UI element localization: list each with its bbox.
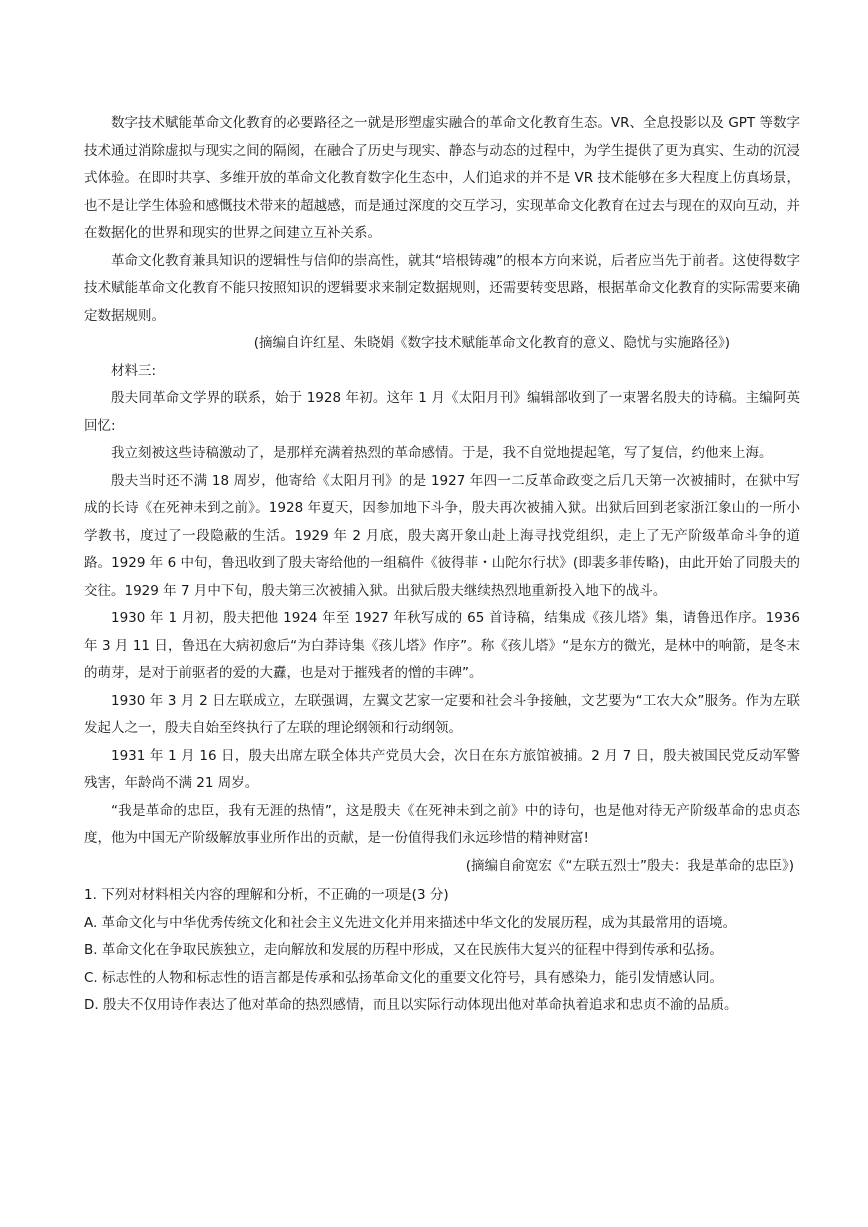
question-stem: 1. 下列对材料相关内容的理解和分析，不正确的一项是(3 分) <box>84 887 449 903</box>
paragraph: 1930 年 3 月 2 日左联成立，左联强调，左翼文艺家一定要和社会斗争接触，文艺要为“工农大众”服务。作为左联发起人之一，殷夫自始至终执行了左联的理论纲领和行动纲领。 <box>84 692 800 736</box>
paragraph: 数字技术赋能革命文化教育的必要路径之一就是形塑虚实融合的革命文化教育生态。VR、全息投影以及 GPT 等数字技术通过消除虚拟与现实之间的隔阂，在融合了历史与现实、静态与动态的过程中，为学生提供了更为真实、生动的沉浸式体验。在即时共享、多维开放的革命文化教育数字化生态中，人们追求的并不是 VR 技术能够在多大程度上仿真场景，也不是让学生体验和感慨技术带来的超越感，而是通过深度的交互学习，实现革命文化教育在过去与现在的双向互动，并在数据化的世界和现实的世界之间建立互补关系。 <box>84 115 800 241</box>
paragraph: 殷夫当时还不满 18 周岁，他寄给《太阳月刊》的是 1927 年四一二反革命政变之后几天第一次被捕时，在狱中写成的长诗《在死神未到之前》。1928 年夏天，因参加地下斗争，殷夫再次被捕入狱。出狱后回到老家浙江象山的一所小学教书，度过了一段隐蔽的生活。1929 年 2 月底，殷夫离开象山赴上海寻找党组织，走上了无产阶级革命斗争的道路。1929 年 6 中旬，鲁迅收到了殷夫寄给他的一组稿件《彼得菲・山陀尔行状》(即裴多菲传略)，由此开始了同殷夫的交往。1929 年 7 月中下旬，殷夫第三次被捕入狱。出狱后殷夫继续热烈地重新投入地下的战斗。 <box>84 472 800 599</box>
paragraph: 1931 年 1 月 16 日，殷夫出席左联全体共产党员大会，次日在东方旅馆被捕。2 月 7 日，殷夫被国民党反动军警残害，年龄尚不满 21 周岁。 <box>84 747 800 791</box>
option-a: A. 革命文化与中华优秀传统文化和社会主义先进文化并用来描述中华文化的发展历程，成为其最常用的语境。 <box>84 914 737 931</box>
quote-paragraph: 我立刻被这些诗稿激动了，是那样充满着热烈的革命感情。于是，我不自觉地提起笔，写了复信，约他来上海。 <box>111 445 773 461</box>
document-body <box>84 110 800 1020</box>
option-b: B. 革命文化在争取民族独立，走向解放和发展的历程中形成，又在民族伟大复兴的征程中得到传承和弘扬。 <box>84 942 723 958</box>
paragraph: 殷夫同革命文学界的联系，始于 1928 年初。这年 1 月《太阳月刊》编辑部收到了一束署名殷夫的诗稿。主编阿英回忆: <box>84 390 800 434</box>
paragraph: 1930 年 1 月初，殷夫把他 1924 年至 1927 年秋写成的 65 首诗稿，结集成《孩儿塔》集，请鲁迅作序。1936 年 3 月 11 日，鲁迅在大病初愈后“为白莽诗集《孩儿塔》作序”。称《孩儿塔》“是东方的微光，是林中的响箭，是冬末的萌芽，是对于前驱者的爱的大纛，也是对于摧残者的憎的丰碑”。 <box>84 610 800 681</box>
paragraph: 革命文化教育兼具知识的逻辑性与信仰的崇高性，就其“培根铸魂”的根本方向来说，后者应当先于前者。这使得数字技术赋能革命文化教育不能只按照知识的逻辑要求来制定数据规则，还需要转变思路，根据革命文化教育的实际需要来确定数据规则。 <box>84 252 800 324</box>
source-citation: (摘编自许红星、朱晓娟《数字技术赋能革命文化教育的意义、隐忧与实施路径》) <box>253 335 730 351</box>
option-c: C. 标志性的人物和标志性的语言都是传承和弘扬革命文化的重要文化符号，具有感染力，能引发情感认同。 <box>84 969 724 986</box>
option-d: D. 殷夫不仅用诗作表达了他对革命的热烈感情，而且以实际行动体现出他对革命执着追求和忠贞不渝的品质。 <box>84 997 738 1013</box>
material-label: 材料三: <box>111 362 157 379</box>
paragraph: “我是革命的忠臣，我有无涯的热情”，这是殷夫《在死神未到之前》中的诗句，也是他对待无产阶级革命的忠贞态度，他为中国无产阶级解放事业所作出的贡献，是一份值得我们永远珍惜的精神财富! <box>84 802 800 846</box>
source-citation: (摘编自俞宽宏《“左联五烈士”殷夫：我是革命的忠臣》) <box>465 857 794 874</box>
